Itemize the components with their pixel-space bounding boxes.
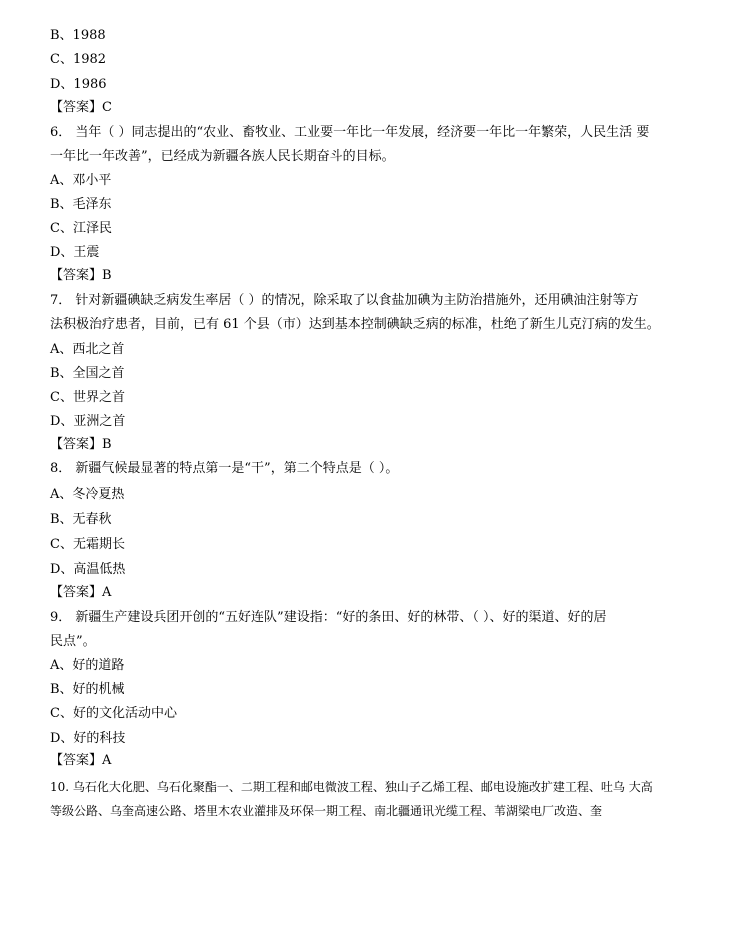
option-d: D、王震 <box>50 245 100 260</box>
option-b: B、全国之首 <box>50 366 125 381</box>
question-9-line-1: 9． 新疆生产建设兵团开创的“五好连队”建设指：“好的条田、好的林带、（ ）、好的渠道、好的居 <box>50 610 607 625</box>
option-b: B、毛泽东 <box>50 197 112 212</box>
answer-line: 【答案】A <box>50 585 112 600</box>
option-b: B、好的机械 <box>50 682 125 697</box>
question-7-line-1: 7． 针对新疆碘缺乏病发生率居（ ）的情况，除采取了以食盐加碘为主防治措施外，还用碘油注射等方 <box>50 293 639 308</box>
option-c: C、无霜期长 <box>50 537 125 552</box>
option-a: A、邓小平 <box>50 173 112 188</box>
option-b: B、无春秋 <box>50 512 112 527</box>
option-c: C、好的文化活动中心 <box>50 706 177 721</box>
question-10-line-2: 等级公路、乌奎高速公路、塔里木农业灌排及环保一期工程、南北疆通讯光缆工程、苇湖梁电厂改造、奎 <box>50 804 603 818</box>
option-b: B、1988 <box>50 28 106 43</box>
option-c: C、1982 <box>50 52 107 67</box>
option-d: D、1986 <box>50 77 107 92</box>
option-d: D、亚洲之首 <box>50 414 126 429</box>
answer-line: 【答案】A <box>50 753 112 768</box>
option-a: A、好的道路 <box>50 658 125 673</box>
question-7-line-2: 法积极治疗患者，目前，已有 61 个县（市）达到基本控制碘缺乏病的标准，杜绝了新生儿克汀病的发生。 <box>50 317 660 332</box>
option-c: C、世界之首 <box>50 390 125 405</box>
option-d: D、高温低热 <box>50 562 126 577</box>
option-d: D、好的科技 <box>50 731 126 746</box>
question-6-line-2: 一年比一年改善”，已经成为新疆各族人民长期奋斗的目标。 <box>50 149 395 164</box>
option-a: A、冬冷夏热 <box>50 487 125 502</box>
option-c: C、江泽民 <box>50 221 112 236</box>
answer-line: 【答案】C <box>50 100 112 115</box>
answer-line: 【答案】B <box>50 268 112 283</box>
option-a: A、西北之首 <box>50 342 125 357</box>
question-8-line-1: 8． 新疆气候最显著的特点第一是“干”，第二个特点是（ ）。 <box>50 461 399 476</box>
question-10-line-1: 10. 乌石化大化肥、乌石化聚酯一、二期工程和邮电微波工程、独山子乙烯工程、邮电设施改扩建工程、吐乌 大高 <box>50 780 653 794</box>
answer-line: 【答案】B <box>50 437 112 452</box>
question-9-line-2: 民点”。 <box>50 634 96 649</box>
question-6-line-1: 6． 当年（ ）同志提出的“农业、畜牧业、工业要一年比一年发展，经济要一年比一年繁荣，人民生活 要 <box>50 125 650 140</box>
